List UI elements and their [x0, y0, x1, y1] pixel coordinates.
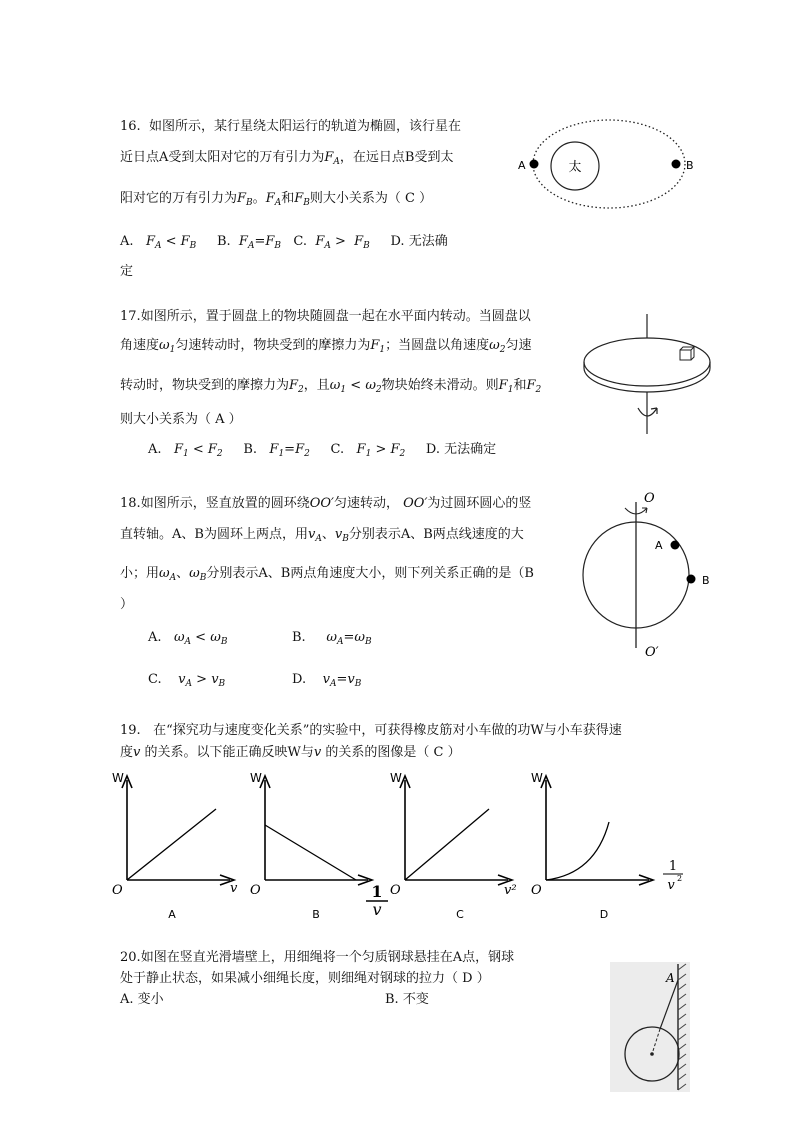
q20-ball-figure — [610, 962, 690, 1092]
label-a: A — [666, 971, 675, 985]
caption: D — [599, 908, 609, 921]
q20-option-a: A. 变小 — [120, 992, 164, 1007]
disk-top — [584, 338, 710, 386]
caption: B — [312, 908, 320, 921]
ylabel: W — [390, 771, 402, 785]
line-graph-a — [127, 809, 216, 880]
caption: A — [168, 908, 176, 921]
q17-line-4: 则大小关系为（ A ） — [120, 412, 242, 427]
origin: O — [112, 883, 123, 898]
q16-line-2: 近日点A受到太阳对它的万有引力为$F_A$，在远日点B受到太 — [120, 150, 454, 167]
caption: C — [456, 908, 464, 921]
block — [680, 350, 691, 360]
q18-line-1: 18.如图所示，竖直放置的圆环绕OO′匀速转动， OO′为过圆环圆心的竖 — [120, 496, 532, 511]
planet-point-b — [672, 160, 681, 169]
origin: O — [250, 883, 261, 898]
q18-ring-figure — [575, 488, 725, 668]
origin: O — [390, 883, 401, 898]
point-a — [671, 541, 680, 550]
q16-options: A. $F_A < F_B$ B. $F_A=F_B$ C. $F_A > F_B$ D. 无法确 — [120, 234, 448, 251]
label-o: O — [644, 491, 655, 506]
q19-line-2: 度v 的关系。以下能正确反映W与v 的关系的图像是（ C ） — [120, 745, 461, 760]
q20-line-2: 处于静止状态，如果减小细绳长度，则细绳对钢球的拉力（ D ） — [120, 971, 490, 986]
xlabel-numerator: 1 — [371, 882, 383, 901]
q19-line-1: 19. 在“探究功与速度变化关系”的实验中，可获得橡皮筋对小车做的功W与小车获得速 — [120, 723, 622, 738]
q17-line-3: 转动时，物块受到的摩擦力为$F_2$，且$\omega_1 < \omega_2$物块始终未滑动。则$F_1$和$F_2$ — [120, 378, 542, 395]
q18-line-3: 小；用$\omega_A$、$\omega_B$分别表示A、B两点角速度大小，则下列关系正确的是（B — [120, 566, 534, 583]
curve-graph-d — [546, 822, 609, 880]
graph-d — [525, 766, 700, 926]
q16-line-1: 16. 如图所示，某行星绕太阳运行的轨道为椭圆，该行星在 — [120, 119, 461, 134]
planet-point-a — [530, 160, 539, 169]
q18-option-b: B. $\omega_A=\omega_B$ — [292, 630, 372, 647]
q17-line-2: 角速度$\omega_1$匀速转动时，物块受到的摩擦力为$F_1$；当圆盘以角速度$\omega_2$匀速 — [120, 338, 532, 355]
q18-option-c: C. $v_A > v_B$ — [148, 672, 226, 689]
q16-line-3: 阳对它的万有引力为$F_B$。$F_A$和$F_B$则大小关系为（ C ） — [120, 191, 433, 208]
xlabel: v² — [504, 883, 517, 898]
graph-b — [244, 766, 394, 926]
q18-options-row-1: A. $\omega_A < \omega_B$ — [148, 630, 228, 647]
q20-line-1: 20.如图在竖直光滑墙壁上，用细绳将一个匀质钢球悬挂在A点，钢球 — [120, 950, 515, 965]
point-b — [687, 575, 696, 584]
q16-orbit-figure — [505, 112, 705, 217]
line-graph-c — [405, 809, 489, 880]
line-graph-b — [265, 825, 356, 880]
label-b: B — [686, 159, 694, 172]
graph-c — [385, 766, 535, 926]
sun-label: 太 — [568, 160, 582, 175]
q16-options-wrap: 定 — [120, 264, 134, 279]
q17-disk-figure — [580, 312, 720, 437]
q18-line-4: ） — [120, 597, 134, 612]
q18-line-2: 直转轴。A、B为圆环上两点，用$v_A$、$v_B$分别表示A、B两点线速度的大 — [120, 527, 524, 544]
xlabel-denominator: v — [667, 878, 675, 893]
ylabel: W — [112, 771, 124, 785]
q20-option-b: B. 不变 — [385, 992, 429, 1007]
label-o-prime: O′ — [645, 645, 659, 660]
xlabel-denominator: v — [372, 900, 382, 919]
xlabel: v — [230, 881, 238, 896]
label-a: A — [655, 539, 663, 552]
label-b: B — [702, 574, 710, 587]
ball-center — [650, 1052, 654, 1056]
graph-a — [100, 766, 250, 926]
q18-option-d: D. $v_A=v_B$ — [292, 672, 362, 689]
xlabel-numerator: 1 — [668, 859, 678, 874]
xlabel-exponent: 2 — [677, 874, 683, 883]
q17-options: A. $F_1 < F_2$ B. $F_1=F_2$ C. $F_1 > F_2$ D. 无法确定 — [148, 442, 497, 459]
q17-line-1: 17.如图所示，置于圆盘上的物块随圆盘一起在水平面内转动。当圆盘以 — [120, 309, 531, 324]
origin: O — [531, 883, 542, 898]
label-a: A — [518, 159, 526, 172]
ylabel: W — [250, 771, 262, 785]
ylabel: W — [531, 771, 543, 785]
orbit-ellipse — [533, 120, 685, 208]
